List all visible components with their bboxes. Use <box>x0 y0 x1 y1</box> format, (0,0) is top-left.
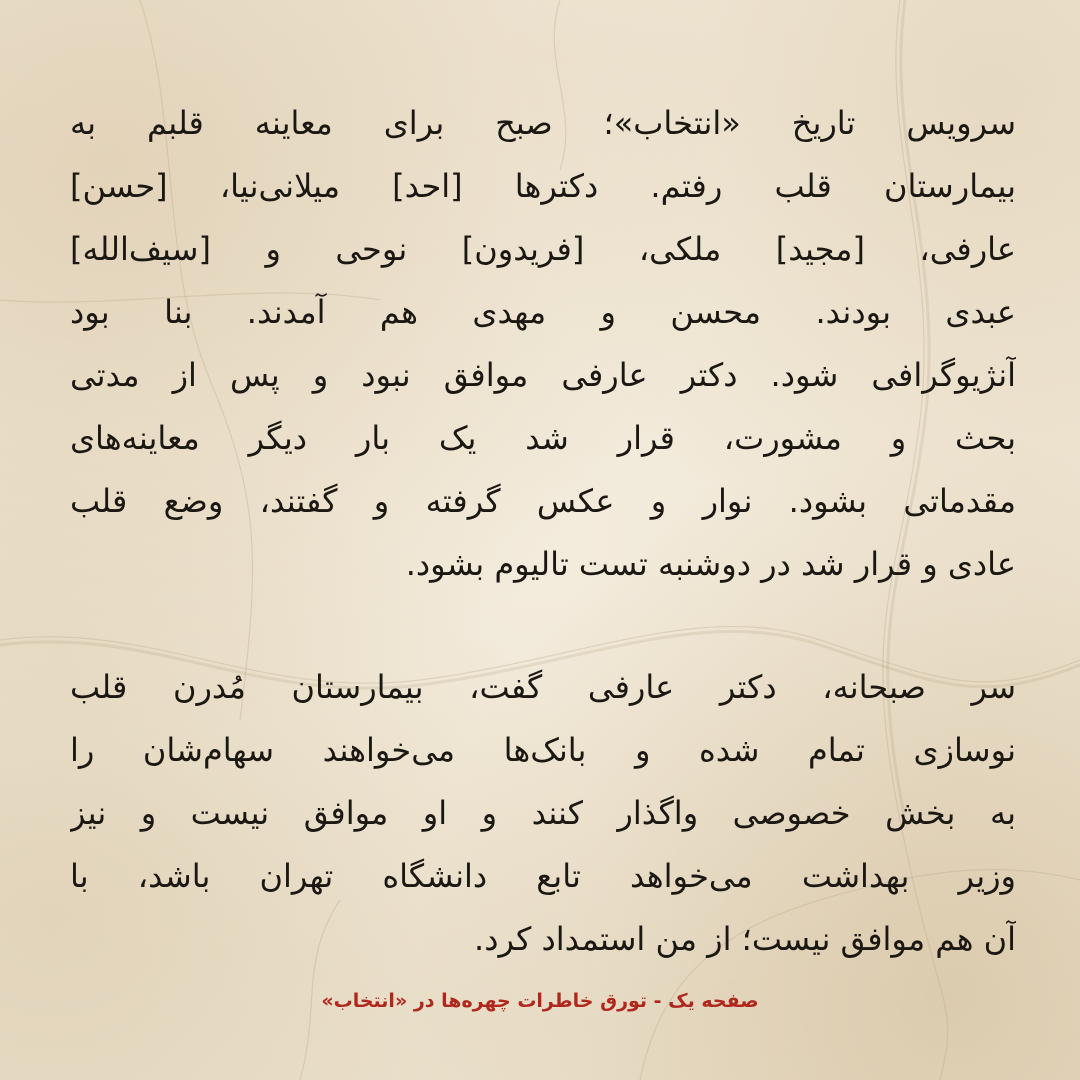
paragraph-line: عبدی بودند. محسن و مهدی هم آمدند. بنا بود <box>70 293 1016 331</box>
paragraph-line: بحث و مشورت، قرار شد یک بار دیگر معاینه‌های <box>70 419 1016 457</box>
paragraph-line: نوسازی تمام شده و بانک‌ها می‌خواهند سهام‌شان را <box>70 731 1016 769</box>
paragraph-line: عادی و قرار شد در دوشنبه تست تالیوم بشود. <box>405 545 1016 583</box>
paragraph-line: به بخش خصوصی واگذار کنند و او موافق نیست و نیز <box>70 794 1016 832</box>
memoir-paragraph-2 <box>70 656 1016 971</box>
memoir-paragraph-1 <box>70 92 1016 596</box>
paragraph-line: سر صبحانه، دکتر عارفی گفت، بیمارستان مُدرن قلب <box>70 668 1016 706</box>
paragraph-line: آن هم موافق نیست؛ از من استمداد کرد. <box>474 920 1016 958</box>
page-caption: صفحه یک - تورق خاطرات چهره‌ها در «انتخاب» <box>321 990 759 1012</box>
paragraph-line: سرویس تاریخ «انتخاب»؛ صبح برای معاینه قلبم به <box>70 104 1016 142</box>
paragraph-line: بیمارستان قلب رفتم. دکترها [احد] میلانی‌نیا، [حسن] <box>70 167 1016 205</box>
paragraph-line: عارفی، [مجید] ملکی، [فریدون] نوحی و [سیف‌الله] <box>70 230 1016 268</box>
paragraph-line: آنژیوگرافی شود. دکتر عارفی موافق نبود و پس از مدتی <box>70 356 1016 394</box>
paragraph-line: وزیر بهداشت می‌خواهد تابع دانشگاه تهران باشد، با <box>70 857 1016 895</box>
paragraph-line: مقدماتی بشود. نوار و عکس گرفته و گفتند، وضع قلب <box>70 482 1016 520</box>
